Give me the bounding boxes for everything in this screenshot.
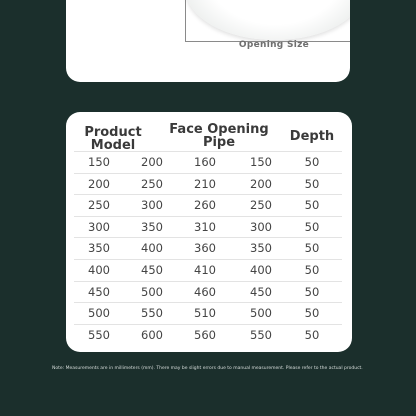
table-row [74, 259, 342, 281]
table-row [74, 302, 342, 324]
cell-pipe: 450 [250, 284, 272, 299]
cell-face: 200 [141, 155, 163, 169]
table-row [74, 194, 342, 216]
dimension-bracket [185, 0, 350, 42]
cell-depth: 50 [304, 176, 320, 191]
cell-product-model: 450 [88, 284, 110, 299]
table-row [74, 173, 342, 195]
cell-product-model: 500 [88, 306, 110, 321]
cell-face: 450 [141, 262, 163, 277]
opening-size-caption: Opening Size [238, 40, 310, 50]
cell-product-model: 350 [88, 241, 110, 256]
cell-product-model: 400 [88, 262, 110, 277]
cell-opening: 310 [194, 219, 216, 234]
cell-product-model: 150 [88, 155, 110, 169]
header-depth: Depth [289, 129, 335, 144]
cell-pipe: 300 [250, 219, 272, 234]
product-image-card [66, 0, 350, 82]
cell-pipe: 200 [250, 176, 272, 191]
cell-opening: 460 [194, 284, 216, 299]
cell-product-model: 300 [88, 219, 110, 234]
cell-pipe: 150 [250, 155, 272, 169]
cell-depth: 50 [304, 198, 320, 213]
cell-opening: 410 [194, 262, 216, 277]
cell-pipe: 500 [250, 306, 272, 321]
cell-depth: 50 [304, 262, 320, 277]
cell-opening: 360 [194, 241, 216, 256]
table-row [74, 281, 342, 303]
cell-pipe: 550 [250, 327, 272, 342]
cell-product-model: 550 [88, 327, 110, 342]
cell-face: 250 [141, 176, 163, 191]
cell-pipe: 250 [250, 198, 272, 213]
cell-face: 400 [141, 241, 163, 256]
table-row [74, 237, 342, 259]
cell-opening: 160 [194, 155, 216, 169]
table-row [74, 324, 342, 346]
cell-depth: 50 [304, 284, 320, 299]
table-row [74, 216, 342, 238]
header-face-opening-pipe: Face Opening Pipe [169, 122, 269, 150]
table-row [74, 151, 342, 173]
cell-opening: 510 [194, 306, 216, 321]
cell-depth: 50 [304, 241, 320, 256]
cell-depth: 50 [304, 155, 320, 169]
cell-face: 600 [141, 327, 163, 342]
cell-depth: 50 [304, 219, 320, 234]
cell-face: 350 [141, 219, 163, 234]
table-body [74, 151, 342, 345]
cell-opening: 210 [194, 176, 216, 191]
size-table-card [66, 112, 352, 352]
cell-depth: 50 [304, 327, 320, 342]
measurement-note: Note: Measurements are in millimeters (mm). There may be slight errors due to manual measurement. Please refer to the actual product. [52, 366, 363, 371]
cell-face: 500 [141, 284, 163, 299]
cell-face: 550 [141, 306, 163, 321]
cell-opening: 560 [194, 327, 216, 342]
cell-product-model: 200 [88, 176, 110, 191]
cell-opening: 260 [194, 198, 216, 213]
cell-pipe: 350 [250, 241, 272, 256]
cell-depth: 50 [304, 306, 320, 321]
cell-product-model: 250 [88, 198, 110, 213]
cell-pipe: 400 [250, 262, 272, 277]
cell-face: 300 [141, 198, 163, 213]
header-product-model: Product Model [84, 125, 142, 153]
